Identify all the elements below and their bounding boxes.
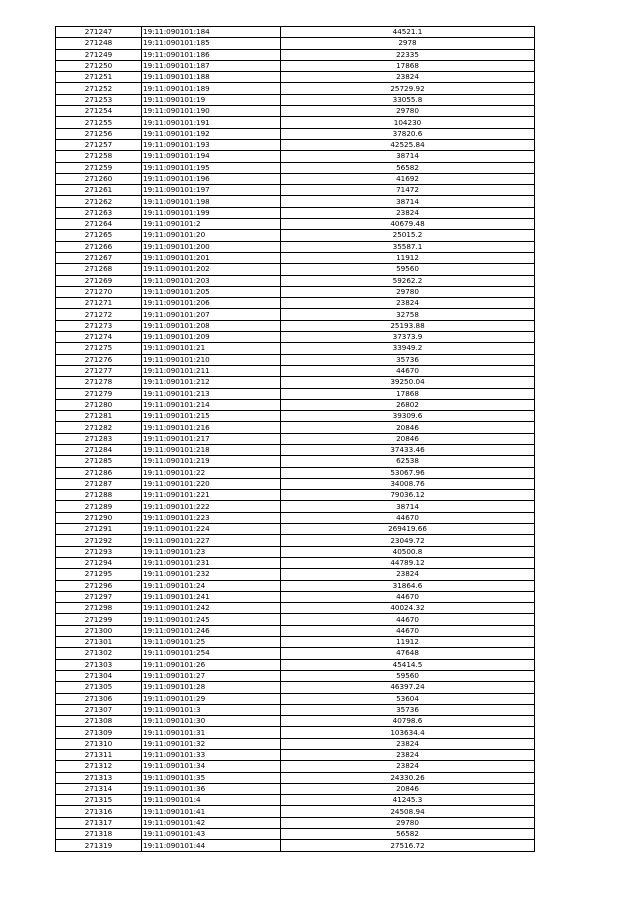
table-row — [56, 298, 535, 309]
row-id-cell: 271314 — [56, 783, 142, 794]
cadastral-number-cell: 19:11:090101:221 — [142, 490, 281, 501]
amount-cell: 59560 — [281, 264, 535, 275]
table-row — [56, 637, 535, 648]
data-table — [55, 26, 535, 852]
cadastral-number-cell: 19:11:090101:186 — [142, 49, 281, 60]
amount-cell: 20846 — [281, 783, 535, 794]
cadastral-number-cell: 19:11:090101:42 — [142, 817, 281, 828]
row-id-cell: 271262 — [56, 196, 142, 207]
table-row — [56, 569, 535, 580]
table-row — [56, 151, 535, 162]
table-row — [56, 343, 535, 354]
amount-cell: 25015.2 — [281, 230, 535, 241]
cadastral-number-cell: 19:11:090101:224 — [142, 524, 281, 535]
table-row — [56, 27, 535, 38]
cadastral-number-cell: 19:11:090101:193 — [142, 139, 281, 150]
table-row — [56, 535, 535, 546]
table-row — [56, 806, 535, 817]
cadastral-number-cell: 19:11:090101:206 — [142, 298, 281, 309]
row-id-cell: 271308 — [56, 716, 142, 727]
table-row — [56, 60, 535, 71]
row-id-cell: 271272 — [56, 309, 142, 320]
row-id-cell: 271260 — [56, 173, 142, 184]
table-row — [56, 162, 535, 173]
cadastral-number-cell: 19:11:090101:2 — [142, 219, 281, 230]
table-row — [56, 173, 535, 184]
table-row — [56, 433, 535, 444]
table-row — [56, 106, 535, 117]
amount-cell: 40500.8 — [281, 546, 535, 557]
table-row — [56, 241, 535, 252]
row-id-cell: 271261 — [56, 185, 142, 196]
amount-cell: 26802 — [281, 399, 535, 410]
cadastral-number-cell: 19:11:090101:198 — [142, 196, 281, 207]
table-row — [56, 761, 535, 772]
table-row — [56, 704, 535, 715]
amount-cell: 35736 — [281, 354, 535, 365]
amount-cell: 37820.6 — [281, 128, 535, 139]
row-id-cell: 271258 — [56, 151, 142, 162]
cadastral-number-cell: 19:11:090101:29 — [142, 693, 281, 704]
row-id-cell: 271292 — [56, 535, 142, 546]
row-id-cell: 271293 — [56, 546, 142, 557]
cadastral-number-cell: 19:11:090101:20 — [142, 230, 281, 241]
table-row — [56, 580, 535, 591]
amount-cell: 46397.24 — [281, 682, 535, 693]
amount-cell: 31864.6 — [281, 580, 535, 591]
table-row — [56, 795, 535, 806]
cadastral-number-cell: 19:11:090101:34 — [142, 761, 281, 772]
row-id-cell: 271281 — [56, 411, 142, 422]
row-id-cell: 271266 — [56, 241, 142, 252]
table-row — [56, 840, 535, 851]
table-row — [56, 772, 535, 783]
cadastral-number-cell: 19:11:090101:3 — [142, 704, 281, 715]
amount-cell: 38714 — [281, 151, 535, 162]
table-row — [56, 230, 535, 241]
row-id-cell: 271303 — [56, 659, 142, 670]
amount-cell: 39250.04 — [281, 377, 535, 388]
cadastral-number-cell: 19:11:090101:21 — [142, 343, 281, 354]
table-row — [56, 286, 535, 297]
amount-cell: 40798.6 — [281, 716, 535, 727]
table-row — [56, 49, 535, 60]
row-id-cell: 271250 — [56, 60, 142, 71]
cadastral-number-cell: 19:11:090101:23 — [142, 546, 281, 557]
table-row — [56, 219, 535, 230]
amount-cell: 33055.8 — [281, 94, 535, 105]
amount-cell: 20846 — [281, 433, 535, 444]
table-row — [56, 625, 535, 636]
cadastral-number-cell: 19:11:090101:213 — [142, 388, 281, 399]
row-id-cell: 271296 — [56, 580, 142, 591]
table-row — [56, 365, 535, 376]
amount-cell: 41692 — [281, 173, 535, 184]
amount-cell: 17868 — [281, 60, 535, 71]
table-row — [56, 444, 535, 455]
cadastral-number-cell: 19:11:090101:25 — [142, 637, 281, 648]
row-id-cell: 271306 — [56, 693, 142, 704]
row-id-cell: 271302 — [56, 648, 142, 659]
cadastral-number-cell: 19:11:090101:209 — [142, 332, 281, 343]
table-row — [56, 490, 535, 501]
cadastral-number-cell: 19:11:090101:203 — [142, 275, 281, 286]
amount-cell: 39309.6 — [281, 411, 535, 422]
amount-cell: 24508.94 — [281, 806, 535, 817]
amount-cell: 23824 — [281, 569, 535, 580]
amount-cell: 29780 — [281, 817, 535, 828]
cadastral-number-cell: 19:11:090101:223 — [142, 512, 281, 523]
row-id-cell: 271279 — [56, 388, 142, 399]
cadastral-number-cell: 19:11:090101:218 — [142, 444, 281, 455]
cadastral-number-cell: 19:11:090101:254 — [142, 648, 281, 659]
table-row — [56, 750, 535, 761]
table-row — [56, 354, 535, 365]
row-id-cell: 271280 — [56, 399, 142, 410]
cadastral-number-cell: 19:11:090101:227 — [142, 535, 281, 546]
row-id-cell: 271265 — [56, 230, 142, 241]
cadastral-number-cell: 19:11:090101:41 — [142, 806, 281, 817]
row-id-cell: 271298 — [56, 603, 142, 614]
amount-cell: 22335 — [281, 49, 535, 60]
cadastral-number-cell: 19:11:090101:232 — [142, 569, 281, 580]
row-id-cell: 271274 — [56, 332, 142, 343]
table-row — [56, 557, 535, 568]
row-id-cell: 271269 — [56, 275, 142, 286]
cadastral-number-cell: 19:11:090101:245 — [142, 614, 281, 625]
table-row — [56, 377, 535, 388]
amount-cell: 53604 — [281, 693, 535, 704]
row-id-cell: 271257 — [56, 139, 142, 150]
table-row — [56, 117, 535, 128]
row-id-cell: 271268 — [56, 264, 142, 275]
amount-cell: 29780 — [281, 286, 535, 297]
table-row — [56, 716, 535, 727]
cadastral-number-cell: 19:11:090101:219 — [142, 456, 281, 467]
cadastral-number-cell: 19:11:090101:24 — [142, 580, 281, 591]
amount-cell: 35736 — [281, 704, 535, 715]
cadastral-number-cell: 19:11:090101:27 — [142, 670, 281, 681]
table-row — [56, 682, 535, 693]
row-id-cell: 271277 — [56, 365, 142, 376]
cadastral-number-cell: 19:11:090101:196 — [142, 173, 281, 184]
amount-cell: 40679.48 — [281, 219, 535, 230]
row-id-cell: 271276 — [56, 354, 142, 365]
cadastral-number-cell: 19:11:090101:202 — [142, 264, 281, 275]
table-row — [56, 512, 535, 523]
amount-cell: 11912 — [281, 252, 535, 263]
row-id-cell: 271249 — [56, 49, 142, 60]
cadastral-number-cell: 19:11:090101:31 — [142, 727, 281, 738]
table-row — [56, 72, 535, 83]
amount-cell: 62538 — [281, 456, 535, 467]
table-row — [56, 275, 535, 286]
cadastral-number-cell: 19:11:090101:44 — [142, 840, 281, 851]
cadastral-number-cell: 19:11:090101:212 — [142, 377, 281, 388]
row-id-cell: 271275 — [56, 343, 142, 354]
amount-cell: 34008.76 — [281, 478, 535, 489]
table-row — [56, 648, 535, 659]
row-id-cell: 271295 — [56, 569, 142, 580]
row-id-cell: 271247 — [56, 27, 142, 38]
row-id-cell: 271299 — [56, 614, 142, 625]
amount-cell: 42525.84 — [281, 139, 535, 150]
amount-cell: 44670 — [281, 365, 535, 376]
cadastral-number-cell: 19:11:090101:4 — [142, 795, 281, 806]
row-id-cell: 271291 — [56, 524, 142, 535]
row-id-cell: 271304 — [56, 670, 142, 681]
amount-cell: 35587.1 — [281, 241, 535, 252]
amount-cell: 29780 — [281, 106, 535, 117]
cadastral-number-cell: 19:11:090101:32 — [142, 738, 281, 749]
amount-cell: 59560 — [281, 670, 535, 681]
amount-cell: 41245.3 — [281, 795, 535, 806]
row-id-cell: 271305 — [56, 682, 142, 693]
amount-cell: 79036.12 — [281, 490, 535, 501]
amount-cell: 23824 — [281, 761, 535, 772]
row-id-cell: 271315 — [56, 795, 142, 806]
amount-cell: 38714 — [281, 196, 535, 207]
row-id-cell: 271287 — [56, 478, 142, 489]
cadastral-number-cell: 19:11:090101:195 — [142, 162, 281, 173]
cadastral-number-cell: 19:11:090101:216 — [142, 422, 281, 433]
row-id-cell: 271316 — [56, 806, 142, 817]
table-row — [56, 456, 535, 467]
amount-cell: 23824 — [281, 207, 535, 218]
row-id-cell: 271251 — [56, 72, 142, 83]
amount-cell: 20846 — [281, 422, 535, 433]
amount-cell: 44789.12 — [281, 557, 535, 568]
table-row — [56, 320, 535, 331]
table-row — [56, 388, 535, 399]
table-row — [56, 603, 535, 614]
cadastral-number-cell: 19:11:090101:197 — [142, 185, 281, 196]
cadastral-number-cell: 19:11:090101:220 — [142, 478, 281, 489]
table-row — [56, 591, 535, 602]
cadastral-number-cell: 19:11:090101:241 — [142, 591, 281, 602]
row-id-cell: 271254 — [56, 106, 142, 117]
cadastral-number-cell: 19:11:090101:188 — [142, 72, 281, 83]
amount-cell: 47648 — [281, 648, 535, 659]
row-id-cell: 271311 — [56, 750, 142, 761]
row-id-cell: 271264 — [56, 219, 142, 230]
amount-cell: 23049.72 — [281, 535, 535, 546]
cadastral-number-cell: 19:11:090101:215 — [142, 411, 281, 422]
row-id-cell: 271267 — [56, 252, 142, 263]
row-id-cell: 271297 — [56, 591, 142, 602]
table-row — [56, 783, 535, 794]
table-row — [56, 524, 535, 535]
row-id-cell: 271270 — [56, 286, 142, 297]
cadastral-number-cell: 19:11:090101:207 — [142, 309, 281, 320]
amount-cell: 24330.26 — [281, 772, 535, 783]
cadastral-number-cell: 19:11:090101:199 — [142, 207, 281, 218]
amount-cell: 23824 — [281, 298, 535, 309]
cadastral-number-cell: 19:11:090101:35 — [142, 772, 281, 783]
row-id-cell: 271278 — [56, 377, 142, 388]
table-row — [56, 829, 535, 840]
table-row — [56, 411, 535, 422]
amount-cell: 53067.96 — [281, 467, 535, 478]
row-id-cell: 271259 — [56, 162, 142, 173]
amount-cell: 59262.2 — [281, 275, 535, 286]
row-id-cell: 271288 — [56, 490, 142, 501]
table-row — [56, 185, 535, 196]
table-row — [56, 614, 535, 625]
cadastral-number-cell: 19:11:090101:242 — [142, 603, 281, 614]
amount-cell: 23824 — [281, 738, 535, 749]
amount-cell: 104230 — [281, 117, 535, 128]
amount-cell: 103634.4 — [281, 727, 535, 738]
table-row — [56, 659, 535, 670]
row-id-cell: 271307 — [56, 704, 142, 715]
amount-cell: 269419.66 — [281, 524, 535, 535]
cadastral-number-cell: 19:11:090101:192 — [142, 128, 281, 139]
amount-cell: 40024.32 — [281, 603, 535, 614]
amount-cell: 44670 — [281, 591, 535, 602]
row-id-cell: 271255 — [56, 117, 142, 128]
amount-cell: 44670 — [281, 625, 535, 636]
table-row — [56, 207, 535, 218]
cadastral-number-cell: 19:11:090101:190 — [142, 106, 281, 117]
amount-cell: 33949.2 — [281, 343, 535, 354]
table-row — [56, 693, 535, 704]
amount-cell: 17868 — [281, 388, 535, 399]
row-id-cell: 271290 — [56, 512, 142, 523]
cadastral-number-cell: 19:11:090101:185 — [142, 38, 281, 49]
amount-cell: 25193.88 — [281, 320, 535, 331]
cadastral-number-cell: 19:11:090101:184 — [142, 27, 281, 38]
row-id-cell: 271284 — [56, 444, 142, 455]
amount-cell: 23824 — [281, 750, 535, 761]
amount-cell: 56582 — [281, 162, 535, 173]
amount-cell: 37373.9 — [281, 332, 535, 343]
row-id-cell: 271252 — [56, 83, 142, 94]
cadastral-number-cell: 19:11:090101:201 — [142, 252, 281, 263]
table-row — [56, 252, 535, 263]
amount-cell: 44670 — [281, 614, 535, 625]
table-row — [56, 467, 535, 478]
row-id-cell: 271309 — [56, 727, 142, 738]
cadastral-number-cell: 19:11:090101:208 — [142, 320, 281, 331]
amount-cell: 27516.72 — [281, 840, 535, 851]
row-id-cell: 271253 — [56, 94, 142, 105]
amount-cell: 37433.46 — [281, 444, 535, 455]
cadastral-number-cell: 19:11:090101:246 — [142, 625, 281, 636]
row-id-cell: 271319 — [56, 840, 142, 851]
row-id-cell: 271248 — [56, 38, 142, 49]
cadastral-number-cell: 19:11:090101:189 — [142, 83, 281, 94]
table-row — [56, 399, 535, 410]
row-id-cell: 271300 — [56, 625, 142, 636]
table-row — [56, 83, 535, 94]
row-id-cell: 271289 — [56, 501, 142, 512]
table-body — [56, 27, 535, 852]
table-row — [56, 817, 535, 828]
row-id-cell: 271301 — [56, 637, 142, 648]
row-id-cell: 271282 — [56, 422, 142, 433]
cadastral-number-cell: 19:11:090101:36 — [142, 783, 281, 794]
amount-cell: 44670 — [281, 512, 535, 523]
row-id-cell: 271271 — [56, 298, 142, 309]
cadastral-number-cell: 19:11:090101:26 — [142, 659, 281, 670]
table-row — [56, 332, 535, 343]
row-id-cell: 271310 — [56, 738, 142, 749]
cadastral-number-cell: 19:11:090101:200 — [142, 241, 281, 252]
cadastral-number-cell: 19:11:090101:28 — [142, 682, 281, 693]
table-row — [56, 196, 535, 207]
amount-cell: 44521.1 — [281, 27, 535, 38]
row-id-cell: 271294 — [56, 557, 142, 568]
row-id-cell: 271312 — [56, 761, 142, 772]
table-row — [56, 478, 535, 489]
table-row — [56, 264, 535, 275]
cadastral-number-cell: 19:11:090101:30 — [142, 716, 281, 727]
cadastral-number-cell: 19:11:090101:43 — [142, 829, 281, 840]
amount-cell: 11912 — [281, 637, 535, 648]
cadastral-number-cell: 19:11:090101:187 — [142, 60, 281, 71]
cadastral-number-cell: 19:11:090101:231 — [142, 557, 281, 568]
cadastral-number-cell: 19:11:090101:33 — [142, 750, 281, 761]
row-id-cell: 271318 — [56, 829, 142, 840]
row-id-cell: 271285 — [56, 456, 142, 467]
amount-cell: 56582 — [281, 829, 535, 840]
table-row — [56, 670, 535, 681]
amount-cell: 2978 — [281, 38, 535, 49]
table-row — [56, 94, 535, 105]
table-row — [56, 422, 535, 433]
cadastral-number-cell: 19:11:090101:194 — [142, 151, 281, 162]
table-row — [56, 139, 535, 150]
table-row — [56, 546, 535, 557]
amount-cell: 32758 — [281, 309, 535, 320]
row-id-cell: 271286 — [56, 467, 142, 478]
amount-cell: 25729.92 — [281, 83, 535, 94]
table-row — [56, 501, 535, 512]
table-row — [56, 38, 535, 49]
cadastral-number-cell: 19:11:090101:222 — [142, 501, 281, 512]
cadastral-number-cell: 19:11:090101:211 — [142, 365, 281, 376]
table-row — [56, 309, 535, 320]
cadastral-number-cell: 19:11:090101:214 — [142, 399, 281, 410]
cadastral-number-cell: 19:11:090101:19 — [142, 94, 281, 105]
amount-cell: 45414.5 — [281, 659, 535, 670]
row-id-cell: 271317 — [56, 817, 142, 828]
amount-cell: 71472 — [281, 185, 535, 196]
row-id-cell: 271313 — [56, 772, 142, 783]
row-id-cell: 271283 — [56, 433, 142, 444]
cadastral-number-cell: 19:11:090101:205 — [142, 286, 281, 297]
table-row — [56, 727, 535, 738]
row-id-cell: 271273 — [56, 320, 142, 331]
cadastral-number-cell: 19:11:090101:191 — [142, 117, 281, 128]
table-row — [56, 128, 535, 139]
cadastral-number-cell: 19:11:090101:22 — [142, 467, 281, 478]
row-id-cell: 271256 — [56, 128, 142, 139]
table-row — [56, 738, 535, 749]
cadastral-number-cell: 19:11:090101:210 — [142, 354, 281, 365]
amount-cell: 23824 — [281, 72, 535, 83]
amount-cell: 38714 — [281, 501, 535, 512]
row-id-cell: 271263 — [56, 207, 142, 218]
cadastral-number-cell: 19:11:090101:217 — [142, 433, 281, 444]
